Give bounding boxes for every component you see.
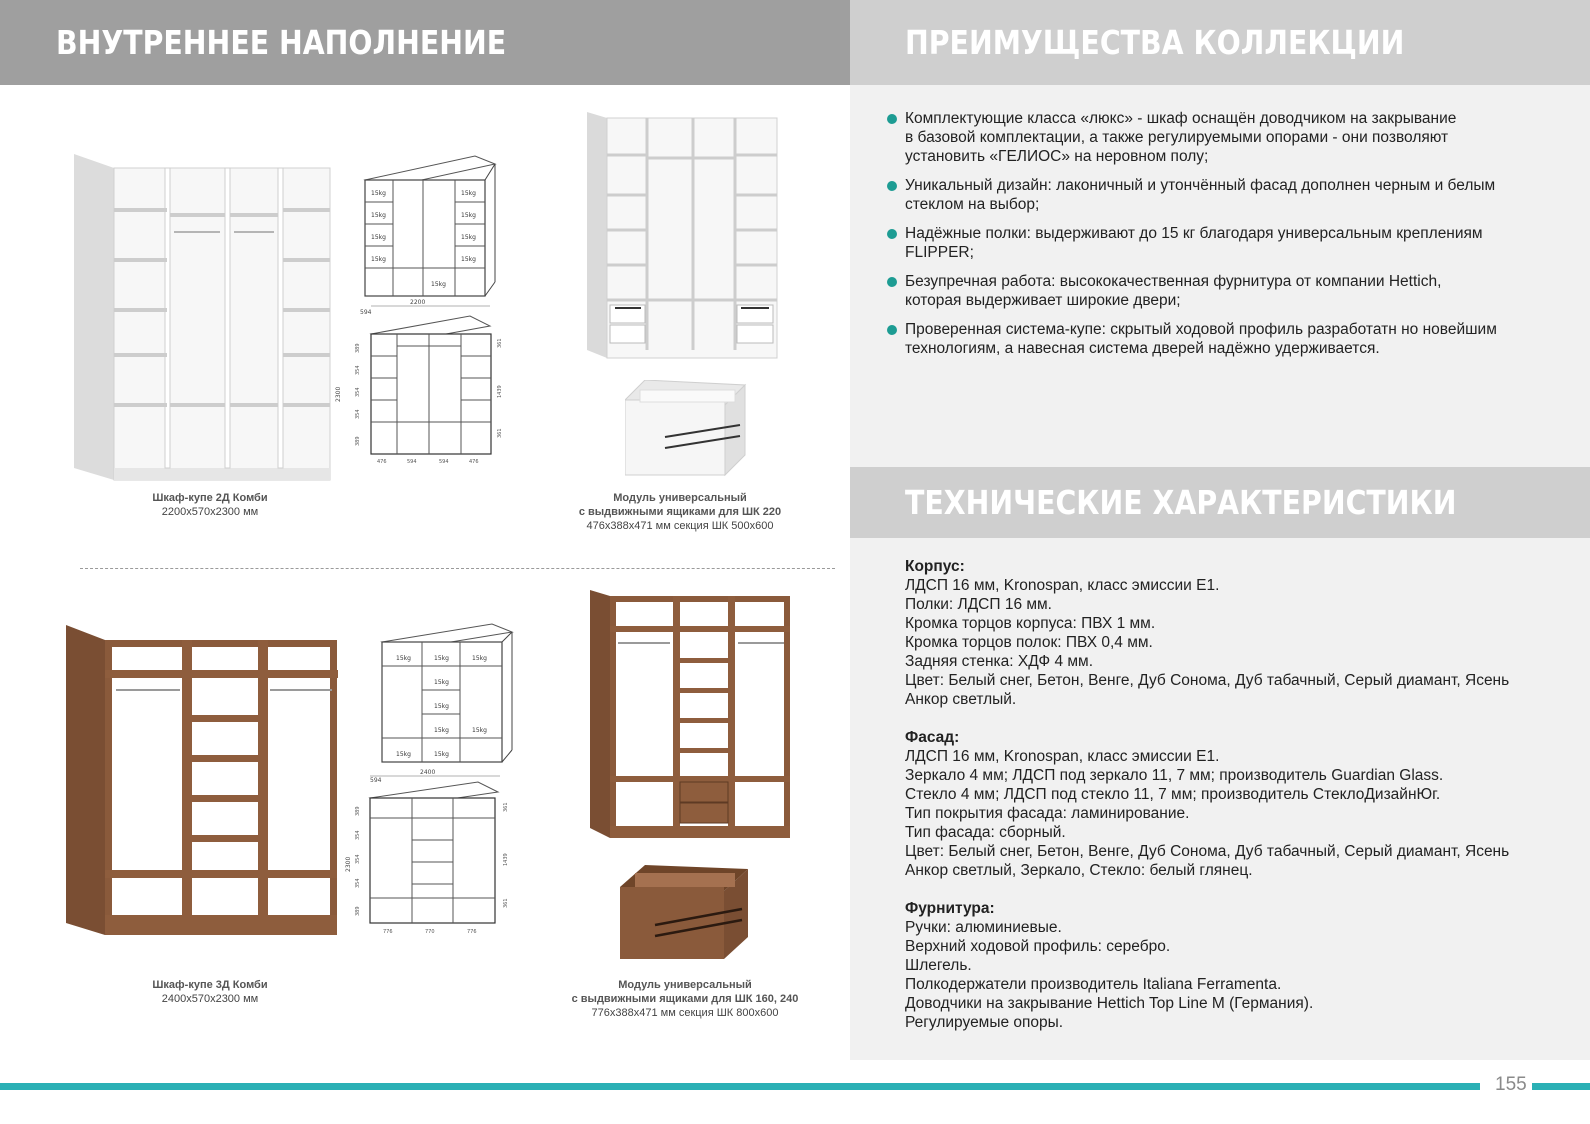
drawer-module-white-image bbox=[625, 380, 750, 480]
load-label: 15kg bbox=[461, 212, 476, 219]
section-title-internal: ВНУТРЕННЕЕ НАПОЛНЕНИЕ bbox=[56, 23, 507, 62]
svg-text:1439: 1439 bbox=[497, 385, 503, 398]
load-label: 15kg bbox=[472, 655, 487, 662]
svg-text:594: 594 bbox=[360, 309, 372, 316]
svg-text:2300: 2300 bbox=[335, 386, 342, 402]
wardrobe-2d-dimension-drawing bbox=[335, 298, 510, 468]
svg-text:361: 361 bbox=[497, 338, 503, 348]
wardrobe-3d-wood-image bbox=[60, 615, 350, 955]
load-label: 15kg bbox=[434, 655, 449, 662]
svg-text:354: 354 bbox=[355, 830, 361, 840]
svg-text:594: 594 bbox=[439, 459, 449, 465]
bullet-icon bbox=[887, 325, 897, 335]
spec-group-hardware: Фурнитура: Ручки: алюминиевые. Верхний ходовой профиль: серебро. Шлегель. Полкодержатели производитель Italiana Ferramenta. Доводчики на закрывание Hettich Top Line M (Германия). Регулируемые опоры. bbox=[905, 900, 1314, 1031]
advantages-list bbox=[887, 109, 1537, 368]
svg-text:2200: 2200 bbox=[410, 299, 426, 306]
wardrobe-2d-white-image bbox=[70, 150, 340, 485]
header-bar-left bbox=[0, 0, 850, 85]
svg-text:594: 594 bbox=[407, 459, 417, 465]
svg-text:389: 389 bbox=[355, 906, 361, 916]
load-label: 15kg bbox=[461, 190, 476, 197]
svg-text:354: 354 bbox=[355, 365, 361, 375]
svg-text:770: 770 bbox=[425, 929, 435, 935]
spec-group-facade: Фасад: ЛДСП 16 мм, Kronospan, класс эмиссии Е1. Зеркало 4 мм; ЛДСП под зеркало 11, 7 мм; производитель Guardian Glass. Стекло 4 мм; ЛДСП под стекло 11, 7 мм; производитель СтеклоДизайнЮг. Тип покрытия фасада: ламинирование. Тип фасада: сборный. Цвет: Белый снег, Бетон, Венге, Дуб Сонома, Дуб табачный, Серый диамант, Ясень Анкор светлый, Зеркало, Стекло: белый глянец. bbox=[905, 729, 1510, 879]
drawer-module-wood-image bbox=[620, 865, 750, 965]
svg-text:389: 389 bbox=[355, 436, 361, 446]
svg-text:389: 389 bbox=[355, 806, 361, 816]
load-label: 15kg bbox=[396, 655, 411, 662]
svg-text:354: 354 bbox=[355, 854, 361, 864]
wardrobe-2d-load-drawing bbox=[355, 150, 505, 300]
load-label: 15kg bbox=[434, 727, 449, 734]
svg-text:354: 354 bbox=[355, 409, 361, 419]
footer-line-left bbox=[0, 1083, 1480, 1090]
section-title-advantages: ПРЕИМУЩЕСТВА КОЛЛЕКЦИИ bbox=[905, 23, 1405, 62]
tech-specs bbox=[905, 557, 1555, 1051]
load-label: 15kg bbox=[371, 234, 386, 241]
load-label: 15kg bbox=[434, 679, 449, 686]
svg-text:354: 354 bbox=[355, 878, 361, 888]
wardrobe-with-drawers-wood-image bbox=[588, 588, 798, 843]
advantage-item: Проверенная система-купе: скрытый ходовой профиль разработатн но новейшим технологиям, а навесная система дверей надёжно удерживается. bbox=[887, 320, 1537, 358]
svg-text:361: 361 bbox=[497, 428, 503, 438]
wardrobe-with-drawers-white-image bbox=[585, 110, 785, 360]
load-label: 15kg bbox=[371, 256, 386, 263]
load-label: 15kg bbox=[396, 751, 411, 758]
svg-text:776: 776 bbox=[383, 929, 393, 935]
caption-wardrobe-3d: Шкаф-купе 3Д Комби 2400x570x2300 мм bbox=[152, 979, 268, 1005]
caption-drawer-module-160-240: Модуль универсальный с выдвижными ящиками для ШК 160, 240 776x388x471 мм секция ШК 800x600 bbox=[571, 979, 799, 1019]
load-label: 15kg bbox=[434, 751, 449, 758]
svg-text:776: 776 bbox=[467, 929, 477, 935]
caption-drawer-module-220: Модуль универсальный с выдвижными ящиками для ШК 220 476x388x471 мм секция ШК 500x600 bbox=[578, 492, 782, 532]
svg-text:1439: 1439 bbox=[503, 853, 509, 866]
load-label: 15kg bbox=[461, 256, 476, 263]
page-number: 155 bbox=[1495, 1074, 1527, 1095]
svg-text:2400: 2400 bbox=[420, 769, 436, 776]
load-label: 15kg bbox=[434, 703, 449, 710]
svg-text:389: 389 bbox=[355, 343, 361, 353]
wardrobe-3d-load-drawing bbox=[372, 620, 522, 770]
section-divider bbox=[80, 568, 835, 569]
header-bar-right bbox=[850, 0, 1590, 85]
svg-text:361: 361 bbox=[503, 802, 509, 812]
wardrobe-3d-dimension-drawing bbox=[345, 768, 520, 938]
svg-text:476: 476 bbox=[377, 459, 387, 465]
spec-group-body: Корпус: ЛДСП 16 мм, Kronospan, класс эмиссии Е1. Полки: ЛДСП 16 мм. Кромка торцов корпуса: ПВХ 1 мм. Кромка торцов полок: ПВХ 0,4 мм. Задняя стенка: ХДФ 4 мм. Цвет: Белый снег, Бетон, Венге, Дуб Сонома, Дуб табачный, Серый диамант, Ясень Анкор светлый. bbox=[905, 558, 1510, 708]
svg-text:476: 476 bbox=[469, 459, 479, 465]
load-label: 15kg bbox=[461, 234, 476, 241]
advantage-item: Уникальный дизайн: лаконичный и утончённый фасад дополнен черным и белым стеклом на выбор; bbox=[887, 176, 1537, 214]
load-label: 15kg bbox=[431, 281, 446, 288]
caption-wardrobe-2d: Шкаф-купе 2Д Комби 2200x570x2300 мм bbox=[152, 492, 268, 518]
load-label: 15kg bbox=[371, 212, 386, 219]
advantage-item: Надёжные полки: выдерживают до 15 кг благодаря универсальным креплениям FLIPPER; bbox=[887, 224, 1537, 262]
bullet-icon bbox=[887, 114, 897, 124]
bullet-icon bbox=[887, 181, 897, 191]
svg-text:2300: 2300 bbox=[345, 856, 352, 872]
bullet-icon bbox=[887, 229, 897, 239]
header-bar-tech bbox=[850, 467, 1590, 538]
advantage-item: Комплектующие класса «люкс» - шкаф оснащён доводчиком на закрывание в базовой комплектации, а также регулируемыми опорами - они позволяют установить «ГЕЛИОС» на неровном полу; bbox=[887, 109, 1537, 166]
load-label: 15kg bbox=[371, 190, 386, 197]
load-label: 15kg bbox=[472, 727, 487, 734]
bullet-icon bbox=[887, 277, 897, 287]
svg-text:594: 594 bbox=[370, 777, 382, 784]
advantage-item: Безупречная работа: высококачественная фурнитура от компании Hettich, которая выдерживает широкие двери; bbox=[887, 272, 1537, 310]
svg-text:354: 354 bbox=[355, 387, 361, 397]
svg-text:361: 361 bbox=[503, 898, 509, 908]
footer-line-right bbox=[1532, 1083, 1590, 1090]
section-title-tech: ТЕХНИЧЕСКИЕ ХАРАКТЕРИСТИКИ bbox=[905, 483, 1457, 522]
